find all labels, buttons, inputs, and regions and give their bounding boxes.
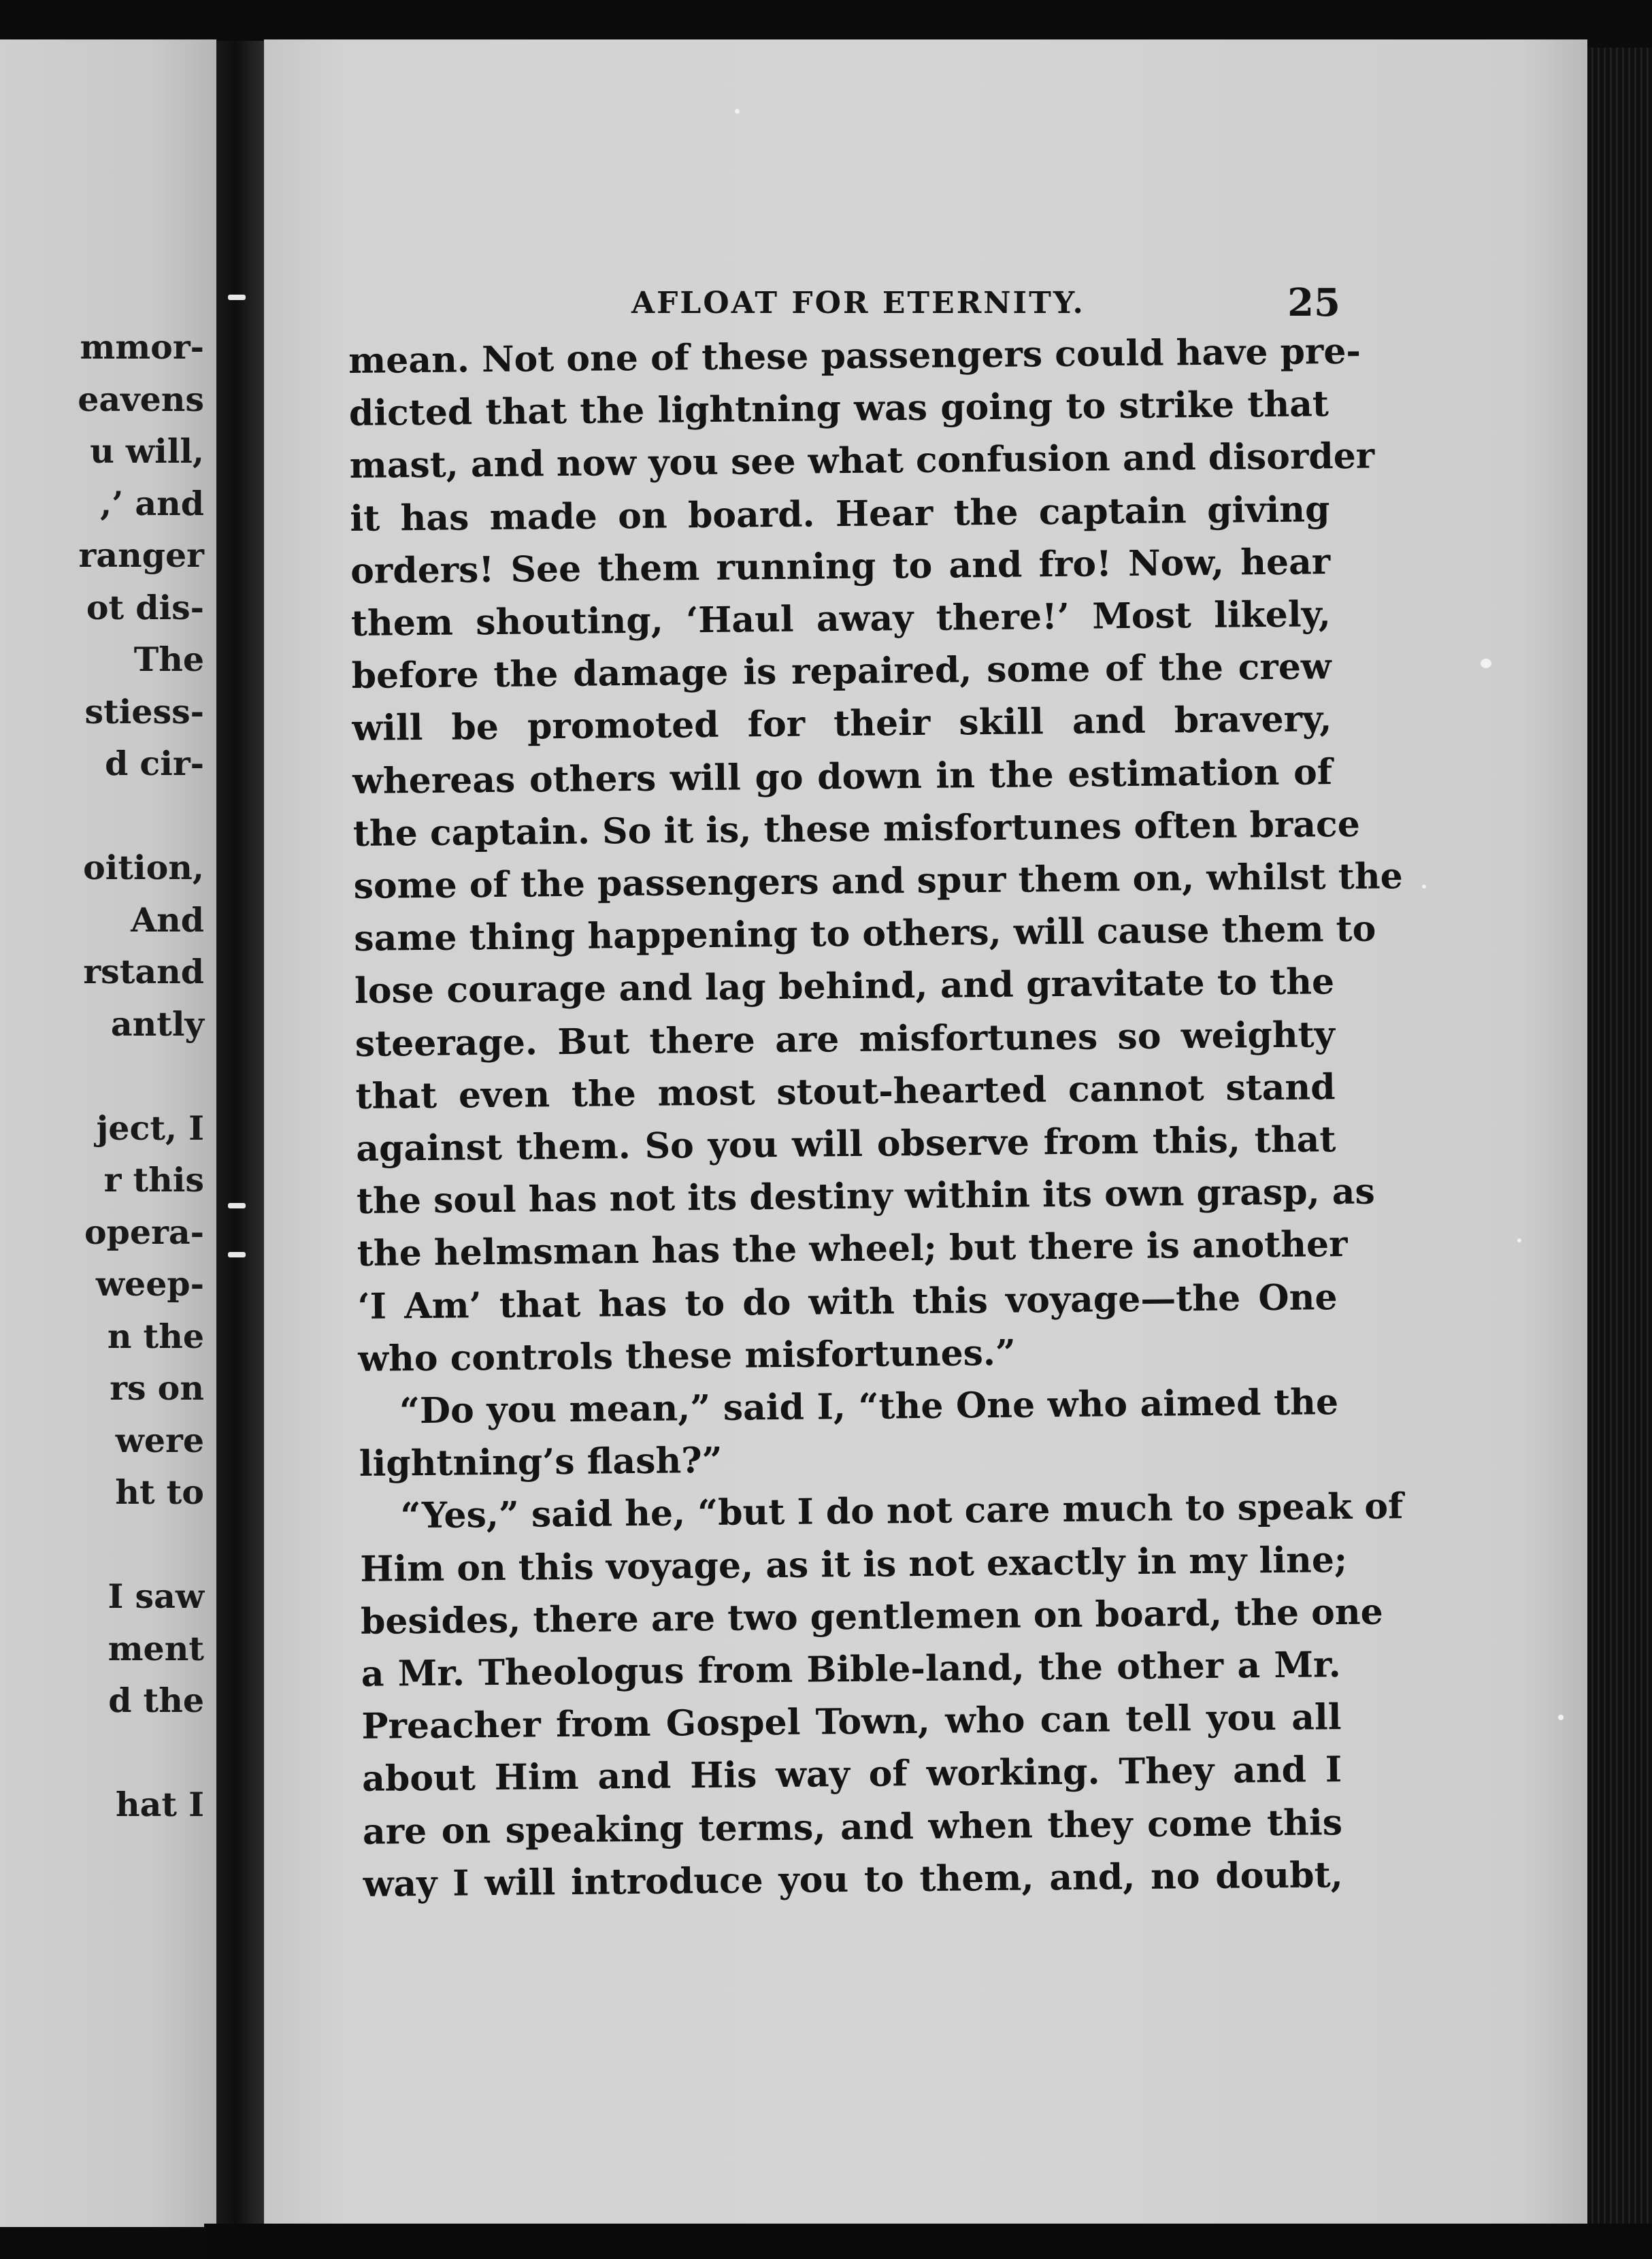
gutter-mark — [228, 1252, 246, 1257]
text-line: orders! See them running to and fro! Now, hear — [350, 540, 1331, 592]
running-head — [367, 280, 1340, 328]
text-line: about Him and His way of working. They and I — [361, 1749, 1342, 1800]
left-page-line: The — [133, 640, 204, 679]
text-line: dicted that the lightning was going to strike that — [348, 383, 1329, 435]
gutter-mark — [228, 295, 246, 300]
left-page-line: stiess- — [84, 691, 204, 731]
text-line: will be promoted for their skill and bravery, — [352, 698, 1332, 750]
left-page-line: u will, — [90, 431, 204, 471]
text-line: are on speaking terms, and when they come this — [362, 1801, 1343, 1853]
text-line: a Mr. Theologus from Bible-land, the other a Mr. — [361, 1644, 1341, 1695]
text-line: steerage. But there are misfortunes so weighty — [354, 1013, 1336, 1065]
left-page-line: rs on — [110, 1368, 204, 1408]
left-page-line: weep- — [95, 1264, 204, 1304]
text-line: mast, and now you see what confusion and disorder — [349, 435, 1375, 487]
text-line: ‘I Am’ that has to do with this voyage—the One — [357, 1276, 1338, 1328]
text-line: who controls these misfortunes.” — [358, 1332, 1017, 1380]
left-page-line: mmor- — [80, 327, 204, 367]
left-page-line: were — [115, 1420, 204, 1460]
text-line: Him on this voyage, as it is not exactly in my line; — [359, 1538, 1348, 1590]
text-line: same thing happening to others, will cause them to — [354, 908, 1376, 960]
text-line: before the damage is repaired, some of the crew — [351, 646, 1332, 697]
text-line: against them. So you will observe from this, that — [356, 1119, 1336, 1170]
text-line: way I will introduce you to them, and, no doubt, — [363, 1853, 1343, 1905]
text-line: the helmsman has the wheel; but there is another — [357, 1223, 1348, 1275]
text-line: besides, there are two gentlemen on board, the one — [360, 1591, 1384, 1643]
book-gutter — [216, 41, 264, 2225]
text-line: lose courage and lag behind, and gravitate to the — [354, 961, 1335, 1012]
left-page-line: ot dis- — [86, 587, 204, 627]
text-line: them shouting, ‘Haul away there!’ Most likely, — [350, 593, 1332, 644]
left-page — [0, 39, 216, 2227]
text-line: “Yes,” said he, “but I do not care much to speak of — [400, 1485, 1404, 1537]
bottom-shadow — [204, 2224, 1652, 2259]
left-page-line: rstand — [83, 952, 204, 991]
text-line: some of the passengers and spur them on, whilst the — [353, 855, 1403, 907]
gutter-mark — [228, 1203, 246, 1208]
text-line: mean. Not one of these passengers could have pre- — [348, 330, 1361, 382]
text-line: whereas others will go down in the estimation of — [352, 751, 1333, 802]
left-page-line: And — [131, 900, 204, 940]
body-text — [348, 330, 1404, 1977]
text-line: “Do you mean,” said I, “the One who aimed the — [399, 1381, 1339, 1432]
left-page-line: ranger — [78, 535, 204, 575]
text-line: the soul has not its destiny within its own grasp, as — [356, 1170, 1376, 1223]
left-page-line: ject, I — [96, 1108, 204, 1148]
left-page-line: eavens — [78, 379, 204, 419]
left-page-line: d the — [108, 1681, 204, 1720]
left-page-line: opera- — [84, 1212, 204, 1252]
text-line: lightning’s flash?” — [359, 1439, 723, 1485]
left-page-line: I saw — [108, 1577, 204, 1616]
page-number: 25 — [1287, 280, 1340, 325]
text-line: it has made on board. Hear the captain giving — [350, 488, 1330, 540]
left-page-line: r this — [103, 1160, 204, 1200]
scan-speck — [1422, 885, 1426, 889]
text-line: Preacher from Gospel Town, who can tell you all — [361, 1696, 1342, 1748]
left-page-line: ht to — [115, 1472, 204, 1512]
scan-speck — [1481, 659, 1491, 668]
left-page-line: hat I — [116, 1785, 204, 1824]
left-page-line: n the — [107, 1316, 204, 1356]
scan-speck — [1517, 1238, 1521, 1242]
text-line: the captain. So it is, these misfortunes often brace — [352, 803, 1361, 855]
page-edges — [1587, 48, 1652, 2225]
left-page-line: ment — [108, 1628, 204, 1668]
text-line: that even the most stout-hearted cannot stand — [355, 1066, 1336, 1117]
left-page-line: antly — [110, 1004, 204, 1044]
left-page-line: ,’ and — [100, 483, 204, 523]
running-title: AFLOAT FOR ETERNITY. — [631, 286, 1085, 320]
left-page-line: oition, — [83, 848, 204, 887]
scan-speck — [735, 109, 740, 114]
left-page-line: d cir- — [105, 744, 204, 783]
scan-speck — [1558, 1715, 1564, 1720]
